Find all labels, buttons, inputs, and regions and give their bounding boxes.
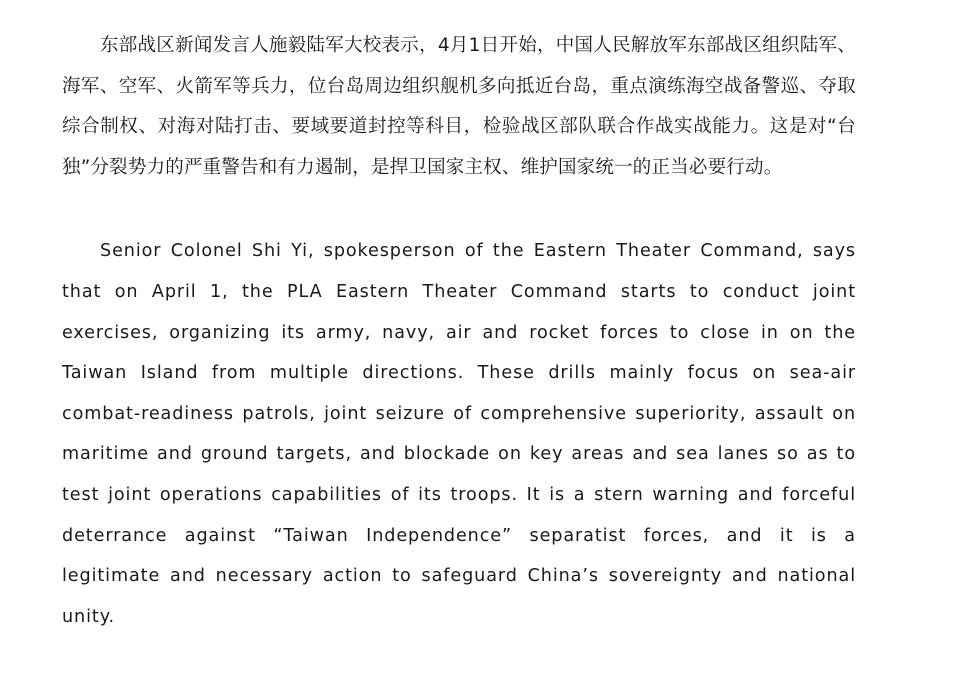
chinese-paragraph: 东部战区新闻发言人施毅陆军大校表示，4月1日开始，中国人民解放军东部战区组织陆军、海军、空军、火箭军等兵力，位台岛周边组织舰机多向抵近台岛，重点演练海空战备警巡、夺取综合制权、对海对陆打击、要域要道封控等科目，检验战区部队联合作战实战能力。这是对“台独”分裂势力的严重警告和有力遏制，是捍卫国家主权、维护国家统一的正当必要行动。 — [62, 35, 856, 178]
document-body — [62, 26, 856, 637]
english-paragraph: Senior Colonel Shi Yi, spokesperson of the Eastern Theater Command, says that on April 1, the PLA Eastern Theater Command starts to conduct joint exercises, organizing its army, navy, air and rocket forces to close in on the Taiwan Island from multiple directions. These drills mainly focus on sea-air combat-readiness patrols, joint seizure of comprehensive superiority, assault on maritime and ground targets, and blockade on key areas and sea lanes so as to test joint operations capabilities of its troops. It is a stern warning and forceful deterrance against “Taiwan Independence” separatist forces, and it is a legitimate and necessary action to safeguard China’s sovereignty and national unity. — [62, 241, 856, 627]
